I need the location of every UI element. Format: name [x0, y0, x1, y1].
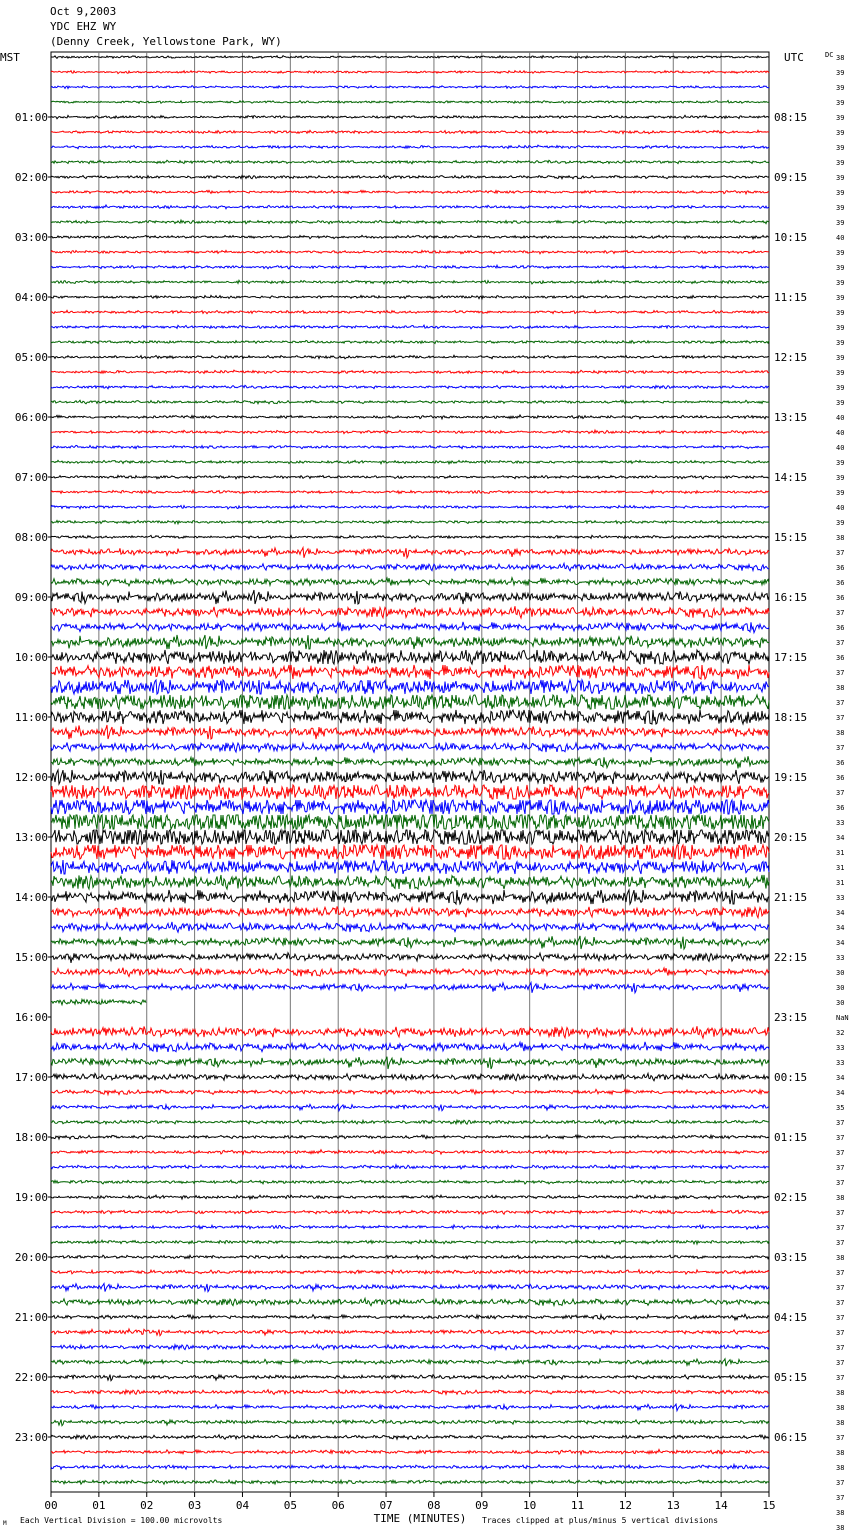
dc-value-label: 38: [836, 1194, 845, 1202]
dc-value-label: 39: [836, 369, 845, 377]
dc-value-label: 37: [836, 744, 845, 752]
dc-value-label: 37: [836, 1329, 845, 1337]
trace-row: [51, 535, 769, 538]
trace-row: [51, 622, 769, 633]
dc-value-label: 33: [836, 894, 845, 902]
dc-value-label: 39: [836, 174, 845, 182]
trace-row: [51, 906, 769, 919]
trace-row: [51, 665, 769, 679]
dc-value-label: 39: [836, 144, 845, 152]
dc-value-label: 30: [836, 999, 845, 1007]
dc-value-label: 37: [836, 1134, 845, 1142]
left-hour-label: 16:00: [14, 1011, 48, 1024]
trace-row: [51, 1298, 769, 1305]
right-axis-label: UTC: [784, 51, 804, 64]
trace-row: [51, 1284, 769, 1292]
dc-value-label: 39: [836, 474, 845, 482]
x-tick-label: 13: [666, 1499, 680, 1512]
dc-value-label: 39: [836, 294, 845, 302]
dc-value-label: 37: [836, 1299, 845, 1307]
trace-row: [51, 415, 769, 419]
dc-value-label: 34: [836, 924, 845, 932]
trace-row: [51, 1240, 769, 1244]
trace-row: [51, 1089, 769, 1094]
x-tick-label: 07: [379, 1499, 393, 1512]
right-hour-label: 04:15: [774, 1311, 808, 1324]
dc-value-label: NaN: [836, 1014, 849, 1022]
trace-row: [51, 968, 769, 977]
trace-row: [51, 1042, 769, 1052]
dc-value-label: 37: [836, 609, 845, 617]
dc-value-label: 36: [836, 804, 845, 812]
left-hour-label: 18:00: [14, 1131, 48, 1144]
dc-value-label: 37: [836, 1479, 845, 1487]
dc-value-label: 39: [836, 339, 845, 347]
trace-row: [51, 1120, 769, 1124]
dc-value-label: 38: [836, 1524, 845, 1532]
trace-row: [51, 370, 769, 374]
trace-row: [51, 922, 769, 932]
left-hour-label: 04:00: [14, 291, 48, 304]
trace-row: [51, 160, 769, 163]
left-hour-label: 05:00: [14, 351, 48, 364]
x-tick-label: 04: [235, 1499, 250, 1512]
trace-row: [51, 175, 769, 179]
header-date: Oct 9,2003: [50, 5, 117, 18]
left-hour-label: 12:00: [14, 771, 48, 784]
dc-value-label: 38: [836, 1449, 845, 1457]
trace-row: [51, 115, 769, 118]
dc-value-label: 39: [836, 189, 845, 197]
dc-value-label: 37: [836, 1209, 845, 1217]
right-hour-label: 09:15: [774, 171, 808, 184]
dc-value-label: 38: [836, 1464, 845, 1472]
right-hour-label: 13:15: [774, 411, 808, 424]
dc-label: DC: [825, 51, 834, 59]
dc-value-label: 33: [836, 1044, 845, 1052]
dc-value-label: 37: [836, 1494, 845, 1502]
trace-row: [51, 505, 769, 509]
dc-value-label: 37: [836, 1224, 845, 1232]
x-tick-label: 15: [762, 1499, 776, 1512]
right-hour-label: 23:15: [774, 1011, 808, 1024]
dc-value-label: 34: [836, 834, 845, 842]
trace-row: [51, 520, 769, 523]
trace-row: [51, 983, 769, 993]
trace-row: [51, 860, 769, 874]
x-tick-label: 00: [44, 1499, 58, 1512]
dc-value-label: 33: [836, 819, 845, 827]
trace-row: [51, 430, 769, 434]
dc-value-label: 37: [836, 1119, 845, 1127]
trace-row: [51, 1135, 769, 1139]
left-hour-label: 07:00: [14, 471, 48, 484]
dc-value-label: 30: [836, 969, 845, 977]
trace-row: [51, 875, 769, 889]
right-hour-label: 21:15: [774, 891, 808, 904]
trace-row: [51, 475, 769, 479]
left-hour-label: 14:00: [14, 891, 48, 904]
trace-row: [51, 1165, 769, 1169]
x-tick-label: 03: [187, 1499, 202, 1512]
x-tick-label: 08: [427, 1499, 441, 1512]
dc-value-label: 36: [836, 564, 845, 572]
right-hour-label: 12:15: [774, 351, 808, 364]
dc-value-label: 30: [836, 984, 845, 992]
trace-row: [51, 490, 769, 493]
dc-value-label: 34: [836, 1074, 845, 1082]
trace-row: [51, 578, 769, 586]
dc-value-label: 39: [836, 309, 845, 317]
trace-row: [51, 130, 769, 133]
dc-value-label: 34: [836, 1089, 845, 1097]
trace-row: [51, 1180, 769, 1184]
trace-row: [51, 845, 769, 859]
dc-value-label: 31: [836, 864, 845, 872]
trace-row: [51, 235, 769, 238]
trace-row: [51, 635, 769, 649]
x-tick-label: 12: [618, 1499, 633, 1512]
trace-row: [51, 220, 769, 224]
dc-value-label: 33: [836, 1059, 845, 1067]
trace-row: [51, 606, 769, 618]
trace-row: [51, 325, 769, 329]
dc-value-label: 39: [836, 354, 845, 362]
right-hour-label: 02:15: [774, 1191, 808, 1204]
dc-value-label: 40: [836, 414, 845, 422]
dc-value-label: 37: [836, 1164, 845, 1172]
x-tick-label: 14: [714, 1499, 728, 1512]
dc-value-label: 38: [836, 684, 845, 692]
dc-value-label: 37: [836, 1359, 845, 1367]
trace-row: [51, 1390, 769, 1395]
footnote-scale: Each Vertical Division = 100.00 microvolts: [20, 1516, 223, 1525]
trace-row: [51, 1026, 769, 1038]
dc-value-label: 39: [836, 459, 845, 467]
left-hour-label: 23:00: [14, 1431, 48, 1444]
dc-value-label: 38: [836, 1389, 845, 1397]
footnote-clip: Traces clipped at plus/minus 5 vertical divisions: [482, 1516, 719, 1525]
dc-value-label: 37: [836, 1434, 845, 1442]
trace-row: [51, 1255, 769, 1259]
dc-value-label: 37: [836, 1179, 845, 1187]
dc-value-label: 39: [836, 99, 845, 107]
trace-row: [51, 190, 769, 194]
right-hour-label: 08:15: [774, 111, 808, 124]
dc-value-label: 37: [836, 714, 845, 722]
left-hour-label: 13:00: [14, 831, 48, 844]
trace-row: [51, 295, 769, 298]
trace-row: [51, 953, 769, 963]
dc-value-label: 36: [836, 654, 845, 662]
dc-value-label: 31: [836, 879, 845, 887]
dc-value-label: 39: [836, 159, 845, 167]
trace-row: [51, 710, 769, 724]
trace-row: [51, 1270, 769, 1274]
trace-row: [51, 1104, 769, 1111]
right-hour-label: 22:15: [774, 951, 808, 964]
left-hour-label: 19:00: [14, 1191, 48, 1204]
right-hour-label: 19:15: [774, 771, 808, 784]
right-hour-label: 00:15: [774, 1071, 808, 1084]
trace-row: [51, 265, 769, 269]
dc-value-label: 38: [836, 54, 845, 62]
trace-row: [51, 101, 769, 104]
dc-value-label: 32: [836, 1029, 845, 1037]
x-tick-label: 02: [140, 1499, 154, 1512]
dc-value-label: 37: [836, 1284, 845, 1292]
trace-row: [51, 1465, 769, 1470]
trace-row: [51, 936, 769, 949]
trace-row: [51, 145, 769, 149]
right-hour-label: 01:15: [774, 1131, 808, 1144]
trace-row: [51, 563, 769, 570]
trace-row: [51, 742, 769, 752]
trace-row: [51, 1450, 769, 1455]
left-hour-label: 10:00: [14, 651, 48, 664]
left-hour-label: 09:00: [14, 591, 48, 604]
dc-value-label: 39: [836, 489, 845, 497]
left-hour-label: 22:00: [14, 1371, 48, 1384]
trace-row: [51, 815, 769, 829]
trace-row: [51, 355, 769, 358]
left-hour-label: 11:00: [14, 711, 48, 724]
dc-value-label: 38: [836, 729, 845, 737]
dc-value-label: 37: [836, 549, 845, 557]
right-hour-label: 14:15: [774, 471, 808, 484]
dc-value-label: 37: [836, 669, 845, 677]
dc-value-label: 37: [836, 1344, 845, 1352]
trace-row: [51, 548, 769, 558]
trace-row: [51, 340, 769, 343]
dc-value-label: 37: [836, 789, 845, 797]
dc-value-label: 37: [836, 1269, 845, 1277]
trace-row: [51, 800, 769, 814]
x-tick-label: 09: [475, 1499, 489, 1512]
left-hour-label: 17:00: [14, 1071, 48, 1084]
dc-value-label: 34: [836, 939, 845, 947]
header-station: YDC EHZ WY: [50, 20, 117, 33]
dc-value-label: 37: [836, 1149, 845, 1157]
dc-value-label: 39: [836, 324, 845, 332]
right-hour-label: 05:15: [774, 1371, 808, 1384]
dc-value-label: 39: [836, 399, 845, 407]
right-hour-label: 18:15: [774, 711, 808, 724]
x-axis-label: TIME (MINUTES): [373, 1512, 467, 1525]
trace-row: [51, 1480, 769, 1484]
trace-row: [51, 1420, 769, 1426]
right-hour-label: 20:15: [774, 831, 808, 844]
dc-value-label: 37: [836, 1374, 845, 1382]
dc-value-label: 39: [836, 219, 845, 227]
dc-value-label: 38: [836, 1404, 845, 1412]
dc-value-label: 39: [836, 384, 845, 392]
dc-value-label: 39: [836, 114, 845, 122]
trace-row: [51, 756, 769, 768]
trace-row: [51, 1329, 769, 1336]
dc-value-label: 40: [836, 504, 845, 512]
right-hour-label: 17:15: [774, 651, 808, 664]
dc-value-label: 35: [836, 1104, 845, 1112]
trace-row: [51, 310, 769, 313]
dc-value-label: 39: [836, 264, 845, 272]
trace-row: [51, 1195, 769, 1199]
trace-row: [51, 1344, 769, 1349]
trace-row: [51, 1359, 769, 1366]
x-tick-label: 10: [523, 1499, 537, 1512]
dc-value-label: 40: [836, 234, 845, 242]
header-location: (Denny Creek, Yellowstone Park, WY): [50, 35, 282, 48]
dc-value-label: 36: [836, 624, 845, 632]
trace-row: [51, 280, 769, 284]
dc-value-label: 40: [836, 444, 845, 452]
left-hour-label: 01:00: [14, 111, 48, 124]
x-tick-label: 05: [283, 1499, 297, 1512]
trace-row: [51, 445, 769, 448]
dc-value-label: 37: [836, 1314, 845, 1322]
trace-row: [51, 725, 769, 739]
trace-row: [51, 56, 769, 59]
trace-row: [51, 590, 769, 604]
dc-value-label: 39: [836, 519, 845, 527]
dc-value-label: 37: [836, 699, 845, 707]
dc-value-label: 39: [836, 249, 845, 257]
trace-row: [51, 650, 769, 664]
dc-value-label: 36: [836, 579, 845, 587]
x-tick-label: 06: [331, 1499, 345, 1512]
dc-value-label: 33: [836, 954, 845, 962]
right-hour-label: 10:15: [774, 231, 808, 244]
trace-row: [51, 785, 769, 799]
dc-value-label: 38: [836, 1254, 845, 1262]
dc-value-label: 38: [836, 534, 845, 542]
trace-row: [51, 460, 769, 463]
trace-row: [51, 71, 769, 74]
dc-value-label: 38: [836, 1509, 845, 1517]
dc-value-label: 34: [836, 909, 845, 917]
right-hour-label: 11:15: [774, 291, 808, 304]
trace-row: [51, 400, 769, 404]
x-tick-label: 01: [92, 1499, 106, 1512]
dc-value-label: 39: [836, 129, 845, 137]
dc-value-label: 36: [836, 594, 845, 602]
dc-value-label: 31: [836, 849, 845, 857]
dc-value-label: 36: [836, 759, 845, 767]
right-hour-label: 15:15: [774, 531, 808, 544]
left-hour-label: 03:00: [14, 231, 48, 244]
trace-row: [51, 1435, 769, 1439]
trace-row: [51, 205, 769, 209]
dc-value-label: 39: [836, 279, 845, 287]
left-axis-label: MST: [0, 51, 20, 64]
left-hour-label: 15:00: [14, 951, 48, 964]
right-hour-label: 03:15: [774, 1251, 808, 1264]
dc-value-label: 37: [836, 1239, 845, 1247]
trace-row: [51, 1210, 769, 1214]
right-hour-label: 06:15: [774, 1431, 808, 1444]
dc-value-label: 39: [836, 204, 845, 212]
trace-row: [51, 1073, 769, 1080]
right-hour-label: 16:15: [774, 591, 808, 604]
footnote-corner: M: [3, 1520, 7, 1527]
trace-row: [51, 890, 769, 904]
left-hour-label: 21:00: [14, 1311, 48, 1324]
trace-row: [51, 1150, 769, 1155]
trace-row: [51, 680, 769, 694]
trace-row: [51, 1375, 769, 1381]
trace-row: [51, 385, 769, 388]
x-tick-label: 11: [570, 1499, 585, 1512]
trace-row: [51, 1225, 769, 1229]
left-hour-label: 08:00: [14, 531, 48, 544]
trace-row: [51, 1057, 769, 1069]
trace-row: [51, 1314, 769, 1320]
left-hour-label: 20:00: [14, 1251, 48, 1264]
dc-value-label: 39: [836, 69, 845, 77]
trace-row: [51, 695, 769, 709]
dc-value-label: 38: [836, 1419, 845, 1427]
dc-value-label: 40: [836, 429, 845, 437]
trace-row: [51, 250, 769, 253]
trace-row: [51, 830, 769, 844]
trace-row: [51, 770, 769, 784]
left-hour-label: 06:00: [14, 411, 48, 424]
trace-row: [51, 1404, 769, 1411]
left-hour-label: 02:00: [14, 171, 48, 184]
dc-value-label: 39: [836, 84, 845, 92]
dc-value-label: 37: [836, 639, 845, 647]
trace-row: [51, 86, 769, 89]
dc-value-label: 36: [836, 774, 845, 782]
